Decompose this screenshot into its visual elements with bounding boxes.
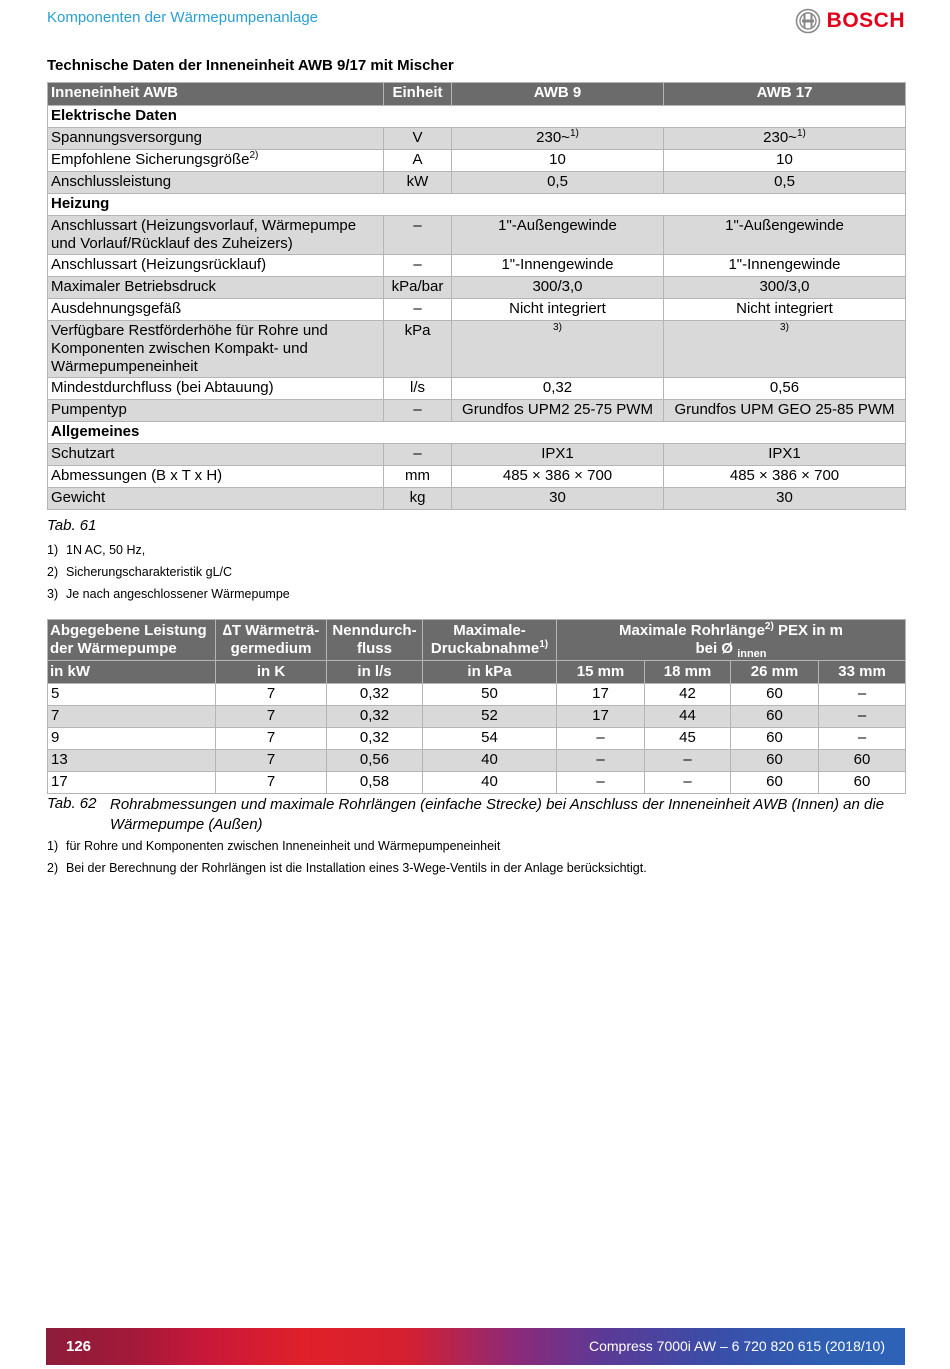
data-cell: 7 xyxy=(216,684,327,706)
table-row xyxy=(48,684,906,706)
table-row xyxy=(48,466,906,488)
data-cell: 0,32 xyxy=(327,684,423,706)
table-row xyxy=(48,400,906,422)
pipe-length-table xyxy=(47,619,906,794)
section-row xyxy=(48,194,906,216)
footnote-ref: 1) xyxy=(796,128,806,139)
data-cell: 54 xyxy=(423,728,557,750)
value-cell: 10 xyxy=(452,150,664,172)
page-footer xyxy=(46,1328,905,1365)
value-cell: Nicht integriert xyxy=(664,299,906,321)
row-unit: kPa xyxy=(384,321,452,378)
technical-data-table xyxy=(47,82,906,510)
value-cell: 0,56 xyxy=(664,378,906,400)
header-cell: AWB 17 xyxy=(664,83,906,106)
footnote-ref: 3) xyxy=(780,322,789,333)
value-cell: 485 × 386 × 700 xyxy=(452,466,664,488)
row-label: Verfügbare Restförderhöhe für Rohre und Komponenten zwischen Kompakt- und Wärmepumpeneinheit xyxy=(48,321,384,378)
data-cell: – xyxy=(557,772,645,794)
value-cell xyxy=(664,321,906,378)
data-cell: – xyxy=(819,684,906,706)
data-cell: 17 xyxy=(557,684,645,706)
footnote: 3) Je nach angeschlossener Wärmepumpe xyxy=(47,587,290,601)
data-cell: 13 xyxy=(48,750,216,772)
brand xyxy=(795,8,905,34)
data-cell: – xyxy=(645,750,731,772)
value-cell: IPX1 xyxy=(452,444,664,466)
row-unit: kg xyxy=(384,488,452,510)
data-cell: 40 xyxy=(423,772,557,794)
table2-caption: Tab. 62 Rohrabmessungen und maximale Rohrlängen (einfache Strecke) bei Anschluss der Inneneinheit AWB (Innen) an die Wärmepumpe (Außen) xyxy=(47,795,885,833)
data-cell: 60 xyxy=(819,750,906,772)
data-cell: 7 xyxy=(48,706,216,728)
header-cell: Einheit xyxy=(384,83,452,106)
footnote-ref: 1) xyxy=(569,128,579,139)
header-cell: Maximale Rohrlänge$^{2)}$ PEX in m bei Ø $_{innen}$ xyxy=(557,620,906,661)
header-cell: Maximale- Druckabnahme$^{1)}$ xyxy=(423,620,557,661)
row-label: Abmessungen (B x T x H) xyxy=(48,466,384,488)
row-label: Anschlussart (Heizungsvorlauf, Wärmepumpe und Vorlauf/Rücklauf des Zuheizers) xyxy=(48,216,384,255)
table-row xyxy=(48,728,906,750)
bosch-logo-icon xyxy=(795,8,821,34)
table-row xyxy=(48,488,906,510)
section-label: Heizung xyxy=(48,194,906,216)
header-cell: AWB 9 xyxy=(452,83,664,106)
value-cell: 30 xyxy=(664,488,906,510)
header-cell: Nenndurch- fluss xyxy=(327,620,423,661)
data-cell: – xyxy=(557,728,645,750)
data-cell: 40 xyxy=(423,750,557,772)
section-label: Elektrische Daten xyxy=(48,106,906,128)
table-row xyxy=(48,277,906,299)
data-cell: – xyxy=(557,750,645,772)
footnote: 1) 1N AC, 50 Hz, xyxy=(47,543,146,557)
data-cell: – xyxy=(645,772,731,794)
table-row xyxy=(48,299,906,321)
header-cell: 26 mm xyxy=(731,661,819,684)
row-unit: – xyxy=(384,255,452,277)
footnote: 2) Bei der Berechnung der Rohrlängen ist die Installation eines 3-Wege-Ventils in der Anlage berücksichtigt. xyxy=(47,861,647,875)
data-cell: 7 xyxy=(216,728,327,750)
table-row xyxy=(48,150,906,172)
footnote: 1) für Rohre und Komponenten zwischen Inneneinheit und Wärmepumpeneinheit xyxy=(47,839,501,853)
row-unit: – xyxy=(384,400,452,422)
row-unit: mm xyxy=(384,466,452,488)
data-cell: 7 xyxy=(216,750,327,772)
row-label: Anschlussart (Heizungsrücklauf) xyxy=(48,255,384,277)
row-label: Schutzart xyxy=(48,444,384,466)
data-cell: 42 xyxy=(645,684,731,706)
header-cell: 33 mm xyxy=(819,661,906,684)
data-cell: 17 xyxy=(557,706,645,728)
page-number: 126 xyxy=(66,1338,92,1355)
table-row xyxy=(48,216,906,255)
row-unit: V xyxy=(384,128,452,150)
data-cell: 5 xyxy=(48,684,216,706)
row-label: Pumpentyp xyxy=(48,400,384,422)
document-id: Compress 7000i AW – 6 720 820 615 (2018/10) xyxy=(588,1338,885,1354)
value-cell: 1"-Innengewinde xyxy=(452,255,664,277)
row-label: Spannungsversorgung xyxy=(48,128,384,150)
data-cell: 0,56 xyxy=(327,750,423,772)
footnote: 2) Sicherungscharakteristik gL/C xyxy=(47,565,233,579)
row-unit: – xyxy=(384,216,452,255)
row-label: Anschlussleistung xyxy=(48,172,384,194)
table-row xyxy=(48,255,906,277)
value-cell: 0,5 xyxy=(452,172,664,194)
value-cell: 230~$^{1)}$ xyxy=(452,128,664,150)
data-cell: 0,32 xyxy=(327,706,423,728)
footnote-ref: 2) xyxy=(249,150,259,161)
value-cell: 230~$^{1)}$ xyxy=(664,128,906,150)
table-row xyxy=(48,128,906,150)
value-cell: 300/3,0 xyxy=(452,277,664,299)
table-row xyxy=(48,378,906,400)
header-cell: in kW xyxy=(48,661,216,684)
row-label: Ausdehnungsgefäß xyxy=(48,299,384,321)
data-cell: 60 xyxy=(731,684,819,706)
header-cell: in l/s xyxy=(327,661,423,684)
value-cell: 1"-Außengewinde xyxy=(664,216,906,255)
data-cell: 0,32 xyxy=(327,728,423,750)
table-row xyxy=(48,750,906,772)
value-cell: 485 × 386 × 700 xyxy=(664,466,906,488)
header-cell: Inneneinheit AWB xyxy=(48,83,384,106)
row-label: Gewicht xyxy=(48,488,384,510)
data-cell: 60 xyxy=(731,750,819,772)
row-unit: kW xyxy=(384,172,452,194)
row-unit: A xyxy=(384,150,452,172)
data-cell: – xyxy=(819,728,906,750)
brand-name: BOSCH xyxy=(826,9,905,32)
row-label: Mindestdurchfluss (bei Abtauung) xyxy=(48,378,384,400)
header-cell: ∆T Wärmeträ- germedium xyxy=(216,620,327,661)
data-cell: 7 xyxy=(216,772,327,794)
data-cell: – xyxy=(819,706,906,728)
data-cell: 60 xyxy=(731,728,819,750)
row-label: Empfohlene Sicherungsgröße$^{2)}$ xyxy=(48,150,384,172)
row-unit: l/s xyxy=(384,378,452,400)
table1-caption: Tab. 61 xyxy=(47,517,97,534)
data-cell: 7 xyxy=(216,706,327,728)
section-row xyxy=(48,106,906,128)
footnote-ref: 3) xyxy=(553,322,562,333)
table-header-row xyxy=(48,620,906,661)
table1-title: Technische Daten der Inneneinheit AWB 9/17 mit Mischer xyxy=(47,57,454,74)
value-cell: 0,5 xyxy=(664,172,906,194)
section-row xyxy=(48,422,906,444)
value-cell: IPX1 xyxy=(664,444,906,466)
data-cell: 60 xyxy=(731,772,819,794)
value-cell: Grundfos UPM GEO 25-85 PWM xyxy=(664,400,906,422)
table-row xyxy=(48,444,906,466)
table-row xyxy=(48,772,906,794)
table-header-row xyxy=(48,83,906,106)
data-cell: 0,58 xyxy=(327,772,423,794)
data-cell: 50 xyxy=(423,684,557,706)
value-cell: 1"-Außengewinde xyxy=(452,216,664,255)
value-cell: 1"-Innengewinde xyxy=(664,255,906,277)
row-label: Maximaler Betriebsdruck xyxy=(48,277,384,299)
header-cell: 15 mm xyxy=(557,661,645,684)
table-row xyxy=(48,706,906,728)
header-cell: in kPa xyxy=(423,661,557,684)
data-cell: 60 xyxy=(731,706,819,728)
value-cell: 30 xyxy=(452,488,664,510)
header-cell: Abgegebene Leistung der Wärmepumpe xyxy=(48,620,216,661)
row-unit: – xyxy=(384,299,452,321)
header-cell: in K xyxy=(216,661,327,684)
data-cell: 52 xyxy=(423,706,557,728)
data-cell: 60 xyxy=(819,772,906,794)
value-cell: Grundfos UPM2 25-75 PWM xyxy=(452,400,664,422)
table-header-row xyxy=(48,661,906,684)
table-row xyxy=(48,172,906,194)
value-cell xyxy=(452,321,664,378)
value-cell: 0,32 xyxy=(452,378,664,400)
section-label: Allgemeines xyxy=(48,422,906,444)
data-cell: 45 xyxy=(645,728,731,750)
row-unit: – xyxy=(384,444,452,466)
value-cell: 300/3,0 xyxy=(664,277,906,299)
row-unit: kPa/bar xyxy=(384,277,452,299)
table-row xyxy=(48,321,906,378)
value-cell: Nicht integriert xyxy=(452,299,664,321)
data-cell: 44 xyxy=(645,706,731,728)
header-cell: 18 mm xyxy=(645,661,731,684)
data-cell: 17 xyxy=(48,772,216,794)
data-cell: 9 xyxy=(48,728,216,750)
page-header-title: Komponenten der Wärmepumpenanlage xyxy=(47,9,319,26)
value-cell: 10 xyxy=(664,150,906,172)
